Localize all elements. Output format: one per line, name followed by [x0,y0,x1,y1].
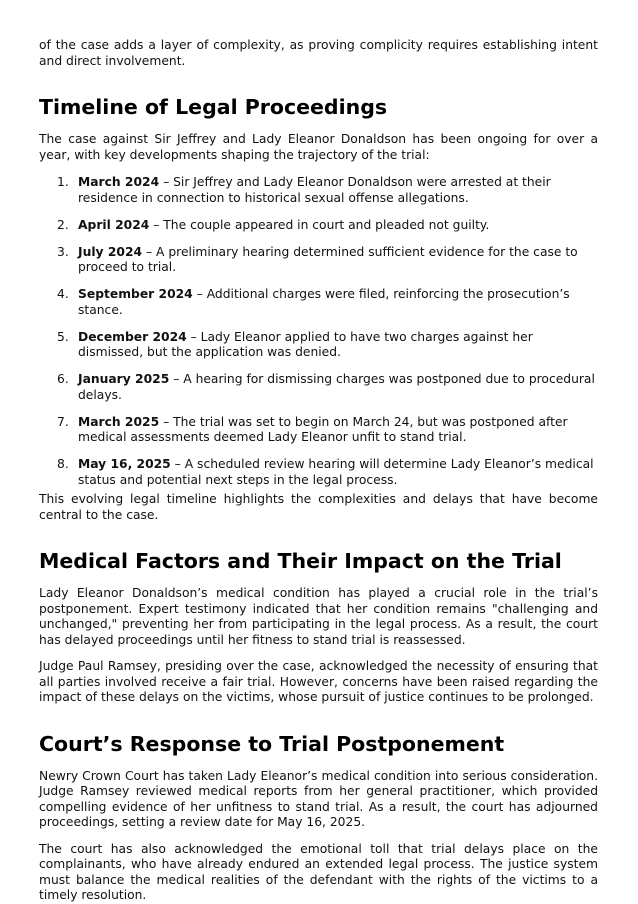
medical-paragraph-1: Lady Eleanor Donaldson’s medical condition has played a crucial role in the trial’s postponement. Expert testimony indicated that her condition remains "challenging and unchanged," preventing her from participating in the legal process. As a result, the court has delayed proceedings until her fitness to stand trial is reassessed. [39,586,598,647]
timeline-item [39,245,598,276]
intro-paragraph: of the case adds a layer of complexity, as proving complicity requires establishing intent and direct involvement. [39,38,598,68]
timeline-item-number: 6. [57,372,69,386]
timeline-item [39,415,598,446]
timeline-item [39,372,598,403]
timeline-closing-paragraph: This evolving legal timeline highlights the complexities and delays that have become central to the case. [39,492,598,522]
timeline-item-number: 7. [57,414,69,429]
timeline-item [39,175,598,206]
court-heading: Court’s Response to Trial Postponement [39,731,505,756]
timeline-item-text: – Lady Eleanor applied to have two charges against her dismissed, but the application was denied. [78,329,533,359]
timeline-item-date: December 2024 [78,329,187,344]
timeline-item [39,457,598,488]
timeline-item-text: – A hearing for dismissing charges was postponed due to procedural delays. [78,372,595,402]
court-paragraph-1: Newry Crown Court has taken Lady Eleanor’s medical condition into serious consideration. Judge Ramsey reviewed medical reports from her general practitioner, which provided compelling evidence of her unfitness to stand trial. As a result, the court has adjourned proceedings, setting a review date for May 16, 2025. [39,768,598,829]
medical-paragraph-2: Judge Paul Ramsey, presiding over the case, acknowledged the necessity of ensuring that all parties involved receive a fair trial. However, concerns have been raised regarding the impact of these delays on the victims, whose pursuit of justice continues to be prolonged. [39,659,598,704]
timeline-item-number: 8. [57,457,69,471]
timeline-item-number: 3. [57,244,69,259]
timeline-heading: Timeline of Legal Proceedings [39,95,388,119]
timeline-item-number: 4. [57,287,69,301]
timeline-item-date: March 2025 [78,414,160,429]
timeline-item-date: July 2024 [78,244,143,259]
timeline-item-text: – The couple appeared in court and pleaded not guilty. [149,217,490,232]
timeline-item-date: May 16, 2025 [78,457,171,471]
medical-heading: Medical Factors and Their Impact on the Trial [39,549,562,573]
timeline-item-number: 5. [57,329,69,344]
timeline-item-date: September 2024 [78,287,193,301]
timeline-item-text: – Sir Jeffrey and Lady Eleanor Donaldson were arrested at their residence in connection to historical sexual offense allegations. [78,175,551,205]
timeline-item-text: – A preliminary hearing determined sufficient evidence for the case to proceed to trial. [78,244,578,274]
timeline-item-text: – A scheduled review hearing will determine Lady Eleanor’s medical status and potential next steps in the legal process. [78,457,594,487]
timeline-item-text: – Additional charges were filed, reinforcing the prosecution’s stance. [78,287,570,317]
timeline-item-date: March 2024 [78,175,160,189]
timeline-lead-paragraph: The case against Sir Jeffrey and Lady Eleanor Donaldson has been ongoing for over a year, with key developments shaping the trajectory of the trial: [39,132,598,162]
timeline-list [39,175,598,488]
timeline-item-text: – The trial was set to begin on March 24, but was postponed after medical assessments deemed Lady Eleanor unfit to stand trial. [78,414,568,444]
timeline-item-date: January 2025 [78,372,170,386]
timeline-item [39,330,598,361]
court-paragraph-2: The court has also acknowledged the emotional toll that trial delays place on the complainants, who have already endured an extended legal process. The justice system must balance the medical realities of the defendant with the rights of the victims to a timely resolution. [39,841,598,902]
timeline-item-date: April 2024 [78,217,150,232]
timeline-item-number: 2. [57,217,69,232]
timeline-item [39,218,598,234]
timeline-item [39,287,598,318]
timeline-item-number: 1. [57,175,69,189]
